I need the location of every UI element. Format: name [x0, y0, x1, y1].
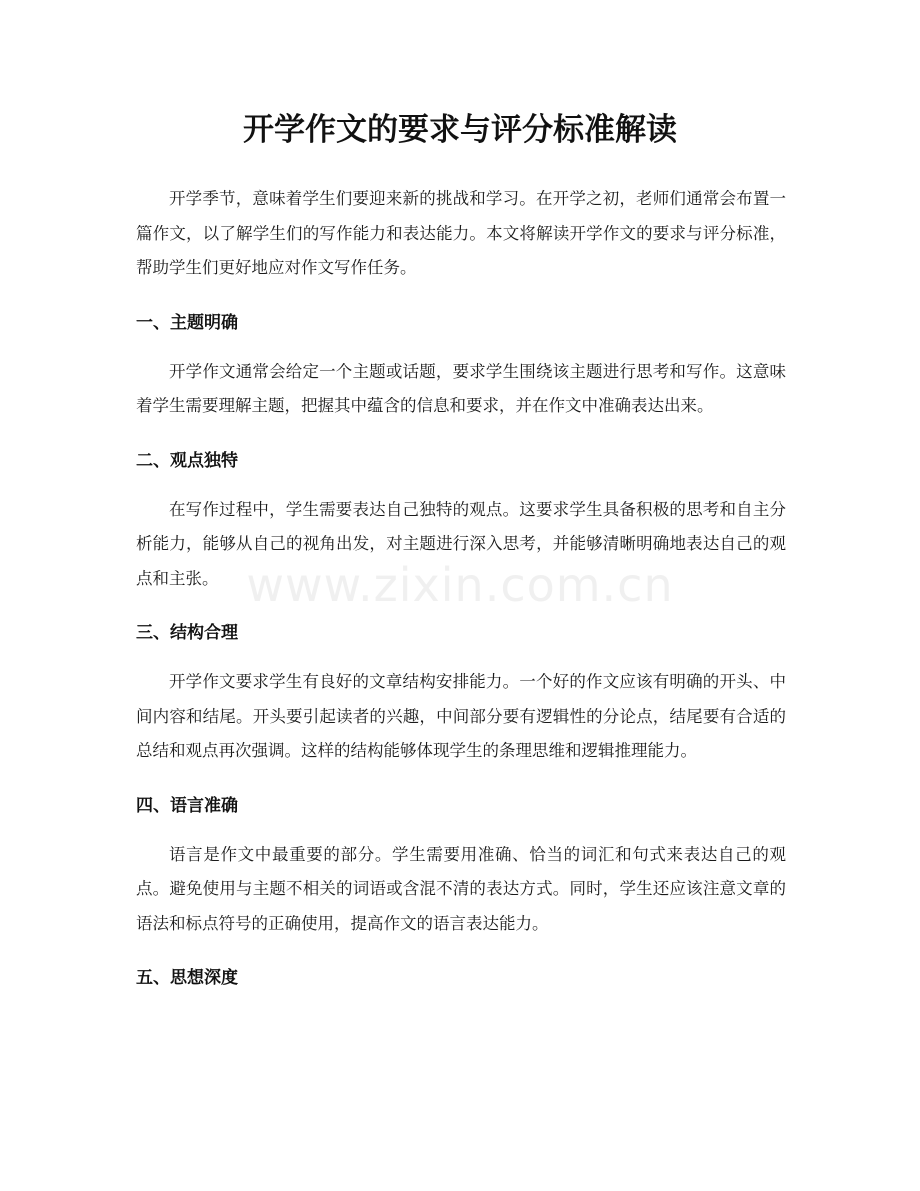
watermark: www.zixin.com.cn: [246, 558, 674, 612]
section-heading-depth: 五、思想深度: [136, 968, 238, 988]
document-body: [136, 182, 786, 995]
section-heading-structure: 三、结构合理: [136, 623, 238, 643]
intro-paragraph: 开学季节，意味着学生们要迎来新的挑战和学习。在开学之初，老师们通常会布置一篇作文，以了解学生们的写作能力和表达能力。本文将解读开学作文的要求与评分标准，帮助学生们更好地应对作文写作任务。: [136, 189, 786, 277]
section-heading-topic: 一、主题明确: [136, 312, 238, 333]
section-heading-language: 四、语言准确: [136, 795, 238, 816]
section-body-structure: 开学作文要求学生有良好的文章结构安排能力。一个好的作文应该有明确的开头、中间内容和结尾。开头要引起读者的兴趣，中间部分要有逻辑性的分论点，结尾要有合适的总结和观点再次强调。这样的结构能够体现学生的条理思维和逻辑推理能力。: [136, 672, 786, 760]
section-heading-viewpoint: 二、观点独特: [136, 450, 238, 471]
document-title: 开学作文的要求与评分标准解读: [243, 112, 677, 148]
section-body-language: 语言是作文中最重要的部分。学生需要用准确、恰当的词汇和句式来表达自己的观点。避免使用与主题不相关的词语或含混不清的表达方式。同时，学生还应该注意文章的语法和标点符号的正确使用，提高作文的语言表达能力。: [136, 844, 786, 933]
section-body-viewpoint: 在写作过程中，学生需要表达自己独特的观点。这要求学生具备积极的思考和自主分析能力，能够从自己的视角出发，对主题进行深入思考，并能够清晰明确地表达自己的观点和主张。: [136, 499, 786, 588]
section-body-topic: 开学作文通常会给定一个主题或话题，要求学生围绕该主题进行思考和写作。这意味着学生需要理解主题，把握其中蕴含的信息和要求，并在作文中准确表达出来。: [136, 361, 786, 415]
